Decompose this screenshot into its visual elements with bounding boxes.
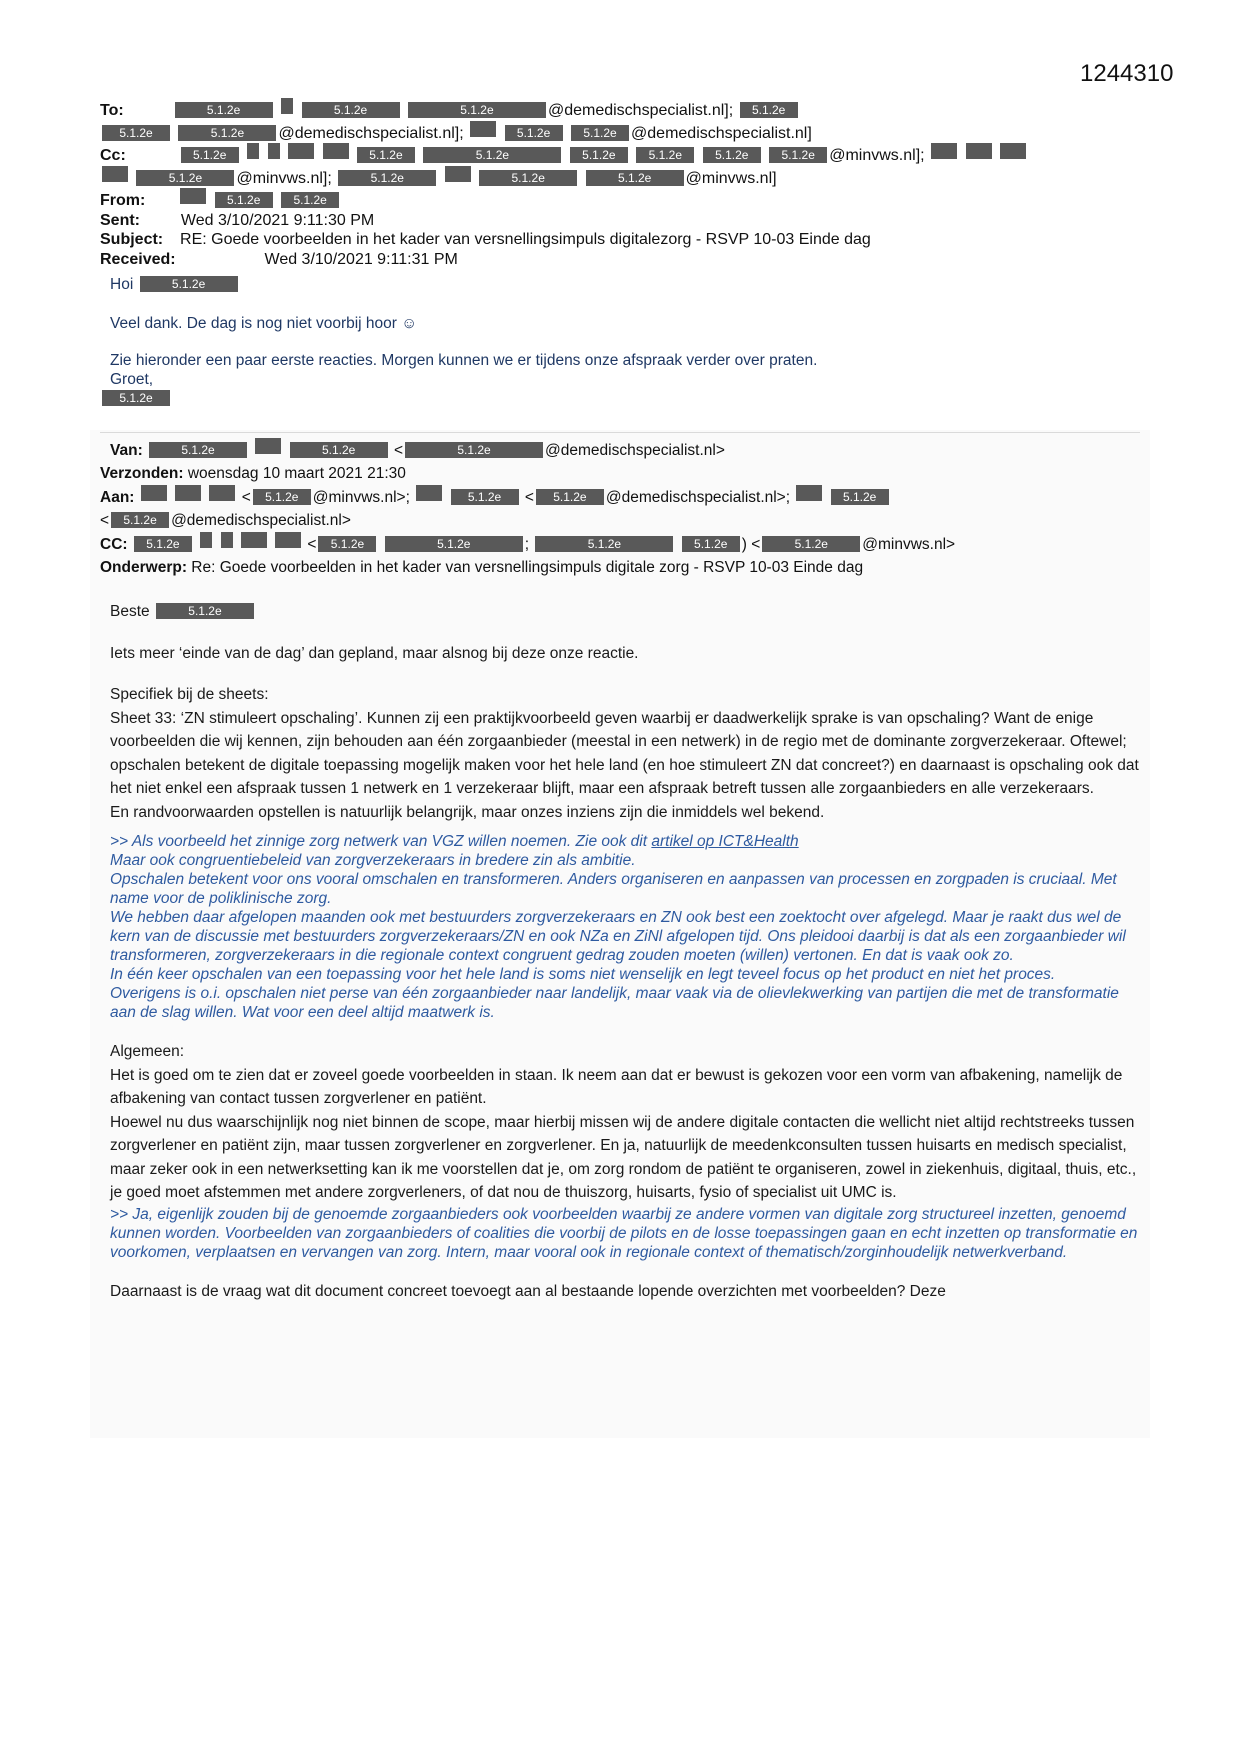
- cc-line: CC: 5.1.2e < 5.1.2e 5.1.2e ; 5.1.2e 5.1.2e ) < 5.1.2e @minvws.nl>: [100, 532, 1160, 556]
- cc-orig-label: CC:: [100, 536, 128, 553]
- verzonden-value: woensdag 10 maart 2021 21:30: [187, 465, 406, 482]
- body-greeting-line: [110, 600, 1145, 624]
- aan-min: @minvws.nl>;: [312, 489, 410, 506]
- redaction: 5.1.2e: [281, 192, 339, 208]
- email-domain: @minvws.nl];: [236, 169, 332, 187]
- redaction: [1000, 143, 1026, 159]
- last-paragraph: Daarnaast is de vraag wat dit document concreet toevoegt aan al bestaande lopende overzichten met voorbeelden? Deze: [110, 1282, 946, 1300]
- redaction: [275, 532, 301, 548]
- redaction: 5.1.2e: [215, 192, 273, 208]
- document-number: 1244310: [1080, 60, 1174, 87]
- aan-ds: @demedischspecialist.nl>;: [605, 489, 791, 506]
- redaction: 5.1.2e: [703, 147, 761, 163]
- cc-label: Cc:: [100, 147, 126, 164]
- redaction: 5.1.2e: [136, 170, 234, 186]
- subject-line: [100, 230, 1160, 250]
- redaction: 5.1.2e: [178, 125, 276, 141]
- aan-line: Aan: < 5.1.2e @minvws.nl>; 5.1.2e < 5.1.2e @demedischspecialist.nl>; 5.1.2e: [100, 485, 1160, 509]
- email-domain: @demedischspecialist.nl]: [631, 124, 812, 142]
- cc-min: @minvws.nl>: [862, 536, 956, 553]
- redaction: 5.1.2e: [423, 147, 561, 163]
- sent-label: Sent:: [100, 211, 140, 229]
- to-line-2: [100, 121, 1160, 144]
- reply-closing: Groet,: [110, 371, 154, 388]
- redaction: 5.1.2e: [156, 603, 254, 619]
- redaction: 5.1.2e: [338, 170, 436, 186]
- received-line: [100, 250, 1160, 270]
- email-header: [100, 98, 1160, 269]
- sent-line: [100, 211, 1160, 231]
- email-domain: @demedischspecialist.nl];: [278, 124, 464, 142]
- redaction: [323, 143, 349, 159]
- redaction: 5.1.2e: [636, 147, 694, 163]
- comment-congruentie: Maar ook congruentiebeleid van zorgverzekeraars in bredere zin als ambitie.: [110, 852, 636, 869]
- redaction: [966, 143, 992, 159]
- reply-line-2: Zie hieronder een paar eerste reacties. Morgen kunnen we er tijdens onze afspraak verder over praten.: [110, 352, 818, 369]
- email-domain: @minvws.nl]: [685, 169, 777, 187]
- redaction: [255, 438, 281, 454]
- redaction: [209, 485, 235, 501]
- from-label: From:: [100, 192, 146, 209]
- comment-vgz: >> Als voorbeeld het zinnige zorg netwerk van VGZ willen noemen. Zie ook dit artikel op ICT&Health: [110, 833, 799, 850]
- redaction: [175, 485, 201, 501]
- comment-een-keer: In één keer opschalen van een toepassing voor het hele land is soms niet wenselijk en legt teveel focus op het product en niet het proces.: [110, 966, 1056, 983]
- redaction: 5.1.2e: [102, 390, 170, 406]
- cc-line-2: [100, 166, 1160, 189]
- comment-zorgaanbieders: >> Ja, eigenlijk zouden bij de genoemde zorgaanbieders ook voorbeelden waarbij ze andere vormen van digitale zorg structureel inzetten, genoemd kunnen worden. Voorbeelden van zorgaanbieders of coalities die voorbij de pilots en de losse toepassingen gaan en echt inzetten op transformatie en voorkomen, verplaatsen en vervangen van zorg. Intern, maar vooral ook in regionale context of thematisch/zorginhoudelijk netwerkverband.: [110, 1205, 1138, 1261]
- cc-line-1: [100, 143, 1160, 166]
- redaction: [268, 143, 280, 159]
- redaction: 5.1.2e: [134, 536, 192, 552]
- comment-opschalen: Opschalen betekent voor ons vooral omschalen en transformeren. Anders organiseren en aanpassen van processen en zorgpaden is cruciaal. Met name voor de poliklinische zorg.: [110, 871, 1117, 907]
- redaction: 5.1.2e: [111, 512, 169, 528]
- redaction: [200, 532, 212, 548]
- redaction: [445, 166, 471, 182]
- verzonden-label: Verzonden:: [100, 465, 184, 482]
- redaction: 5.1.2e: [385, 536, 523, 552]
- sent-value: Wed 3/10/2021 9:11:30 PM: [180, 211, 375, 229]
- subject-label: Subject:: [100, 231, 164, 248]
- redaction: [247, 143, 259, 159]
- reply-greeting-line: [100, 275, 1160, 294]
- redaction: [281, 98, 293, 114]
- redaction: 5.1.2e: [357, 147, 415, 163]
- redaction: 5.1.2e: [405, 442, 543, 458]
- reply-message: [100, 275, 1160, 408]
- van-label: Van:: [110, 442, 143, 459]
- redaction: 5.1.2e: [102, 125, 170, 141]
- article-link[interactable]: artikel op ICT&Health: [651, 833, 799, 850]
- divider: [100, 432, 1140, 433]
- van-line: Van: 5.1.2e 5.1.2e < 5.1.2e @demedischspecialist.nl>: [100, 438, 1160, 462]
- algemeen-paragraph-1: Het is goed om te zien dat er zoveel goede voorbeelden in staan. Ik neem aan dat er bewust is gekozen voor een vorm van afbakening, namelijk de afbakening van contact tussen zorgverlener en patiënt.: [110, 1066, 1123, 1107]
- redaction: [288, 143, 314, 159]
- redaction: 5.1.2e: [479, 170, 577, 186]
- redaction: 5.1.2e: [831, 489, 889, 505]
- to-label: To:: [100, 102, 124, 119]
- body-greeting: Beste: [110, 603, 150, 620]
- intro-paragraph: Iets meer ‘einde van de dag’ dan gepland, maar alsnog bij deze onze reactie.: [110, 644, 639, 662]
- redaction: 5.1.2e: [290, 442, 388, 458]
- redaction: 5.1.2e: [740, 102, 798, 118]
- sheet33-paragraph: Sheet 33: ‘ZN stimuleert opschaling’. Kunnen zij een praktijkvoorbeeld geven waarbij er daadwerkelijk sprake is van opschaling? Want de enige voorbeelden die wij kennen, zijn behouden aan één zorgaanbieder (meestal in een netwerk) in de regio met de dominante zorgverzekeraar. Oftewel; opschalen betekent de digitale toepassing mogelijk maken voor het hele land (en hoe stimuleert ZN dat concreet?) en daarnaast is opschaling ook dat het niet enkel een afspraak tussen 1 netwerk en 1 verzekeraar blijft, maar een afspraak betreft tussen alle zorgaanbieders en alle verzekeraars.: [110, 709, 1139, 797]
- original-message-header: [100, 438, 1160, 579]
- redaction: 5.1.2e: [570, 147, 628, 163]
- randvoorwaarden-paragraph: En randvoorwaarden opstellen is natuurlijk belangrijk, maar onzes inziens zijn die inmiddels wel bekend.: [110, 803, 825, 821]
- comment-olievlek: Overigens is o.i. opschalen niet perse van één zorgaanbieder naar landelijk, maar vaak via de olievlekwerking van partijen die met de transformatie aan de slag willen. Wat voor een deel altijd maatwerk is.: [110, 985, 1119, 1021]
- algemeen-paragraph-2: Hoewel nu dus waarschijnlijk nog niet binnen de scope, maar hierbij missen wij de andere digitale contacten die wellicht niet altijd rechtstreeks tussen zorgverlener en patiënt zijn, maar tussen zorgverlener en zorgverlener. En ja, natuurlijk de meedenkconsulten tussen huisarts en medisch specialist, maar zeker ook in een netwerksetting kan ik me voorstellen dat je, om zorg rondom de patiënt te organiseren, zowel in ziekenhuis, digitaal, thuis, etc., je goed moet afstemmen met andere zorgverleners, of dat nou de thuiszorg, huisarts, fysio of specialist uit UMC is.: [110, 1113, 1137, 1201]
- redaction: 5.1.2e: [682, 536, 740, 552]
- redaction: [241, 532, 267, 548]
- redaction: 5.1.2e: [302, 102, 400, 118]
- onderwerp-value: Re: Goede voorbeelden in het kader van versnellingsimpuls digitale zorg - RSVP 10-03 Einde dag: [191, 559, 864, 576]
- redaction: 5.1.2e: [586, 170, 684, 186]
- redaction: 5.1.2e: [769, 147, 827, 163]
- reply-greeting: Hoi: [110, 276, 134, 293]
- redaction: 5.1.2e: [451, 489, 519, 505]
- email-domain: @minvws.nl];: [829, 147, 925, 164]
- redaction: [416, 485, 442, 501]
- email-domain: @demedischspecialist.nl];: [547, 102, 734, 119]
- redaction: 5.1.2e: [536, 489, 604, 505]
- redaction: 5.1.2e: [571, 125, 629, 141]
- redaction: [470, 121, 496, 137]
- aan-ds2: @demedischspecialist.nl>: [171, 512, 351, 529]
- onderwerp-label: Onderwerp:: [100, 559, 187, 576]
- van-domain: @demedischspecialist.nl>: [545, 442, 725, 459]
- received-value: Wed 3/10/2021 9:11:31 PM: [264, 250, 458, 268]
- redaction: 5.1.2e: [149, 442, 247, 458]
- specifiek-heading: Specifiek bij de sheets:: [110, 686, 269, 703]
- reply-signature: [100, 389, 1160, 408]
- algemeen-heading: Algemeen:: [110, 1043, 185, 1060]
- redaction: 5.1.2e: [318, 536, 376, 552]
- reply-line-1: Veel dank. De dag is nog niet voorbij hoor ☺: [110, 315, 418, 332]
- redaction: [180, 188, 206, 204]
- redaction: [796, 485, 822, 501]
- redaction: 5.1.2e: [535, 536, 673, 552]
- redaction: [102, 166, 128, 182]
- to-line-1: [100, 98, 1160, 121]
- aan-label: Aan:: [100, 489, 135, 506]
- redaction: 5.1.2e: [253, 489, 311, 505]
- aan-line-2: < 5.1.2e @demedischspecialist.nl>: [100, 512, 351, 529]
- comment-bestuurders: We hebben daar afgelopen maanden ook met bestuurders zorgverzekeraars en ZN ook best een zoektocht over afgelegd. Maar je raakt dus wel de kern van de discussie met bestuurders zorgverzekeraars/ZN en ook NZa en ZiNl afgelopen tijd. Ons pleidooi daarbij is dat als een zorgaanbieder wil transformeren, zorgverzekeraars in die regionale context congruent gedrag zouden moeten (willen) vertonen. En dat is vaak ook zo.: [110, 909, 1126, 964]
- redaction: [141, 485, 167, 501]
- redaction: [221, 532, 233, 548]
- onderwerp-line: [100, 556, 1160, 579]
- redaction: [931, 143, 957, 159]
- verzonden-line: [100, 462, 1160, 485]
- redaction: 5.1.2e: [505, 125, 563, 141]
- subject-value: RE: Goede voorbeelden in het kader van versnellingsimpuls digitalezorg - RSVP 10-03 Einde dag: [180, 231, 871, 248]
- redaction: 5.1.2e: [140, 276, 238, 292]
- redaction: 5.1.2e: [408, 102, 546, 118]
- redaction: 5.1.2e: [762, 536, 860, 552]
- received-label: Received:: [100, 250, 176, 268]
- message-body: [110, 600, 1145, 1303]
- redaction: 5.1.2e: [175, 102, 273, 118]
- from-line: [100, 188, 1160, 211]
- redaction: 5.1.2e: [181, 147, 239, 163]
